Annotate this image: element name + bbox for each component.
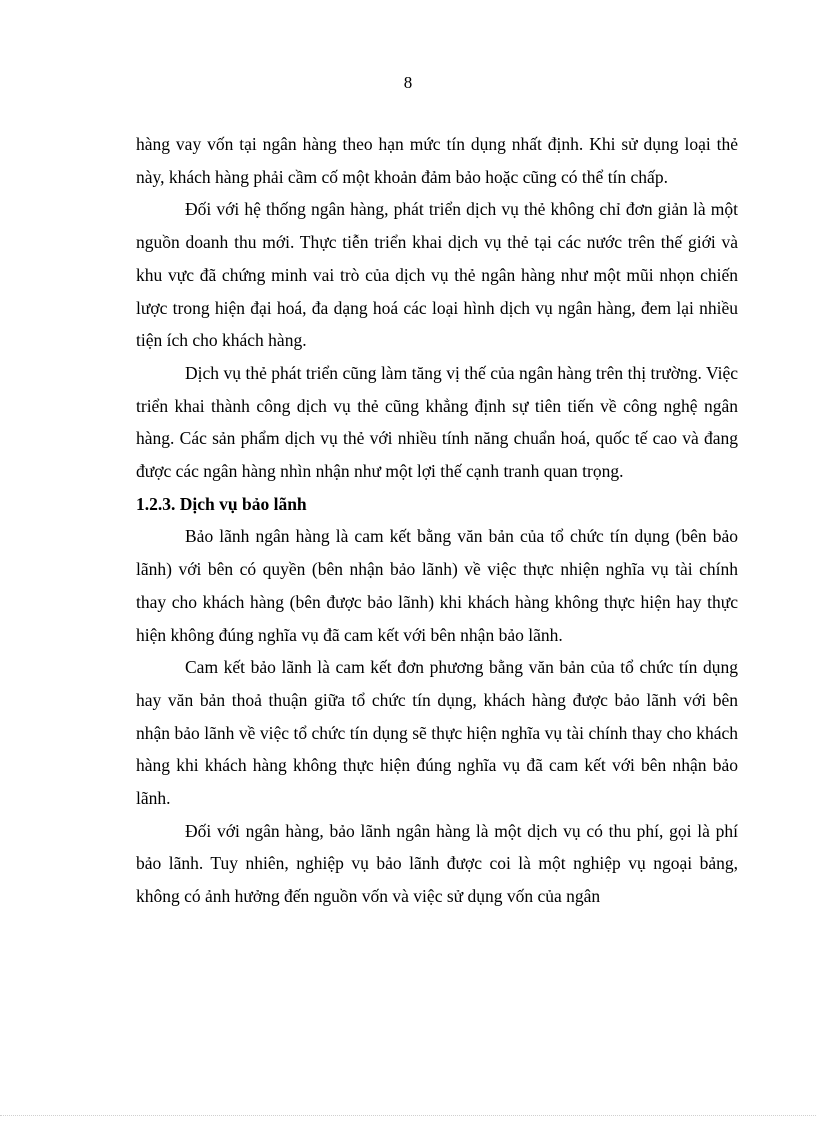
paragraph-1: hàng vay vốn tại ngân hàng theo hạn mức tín dụng nhất định. Khi sử dụng loại thẻ này, khách hàng phải cầm cố một khoản đảm bảo hoặc cũng có thể tín chấp.	[136, 134, 738, 187]
page-bottom-divider	[0, 1115, 816, 1116]
paragraph-5: Cam kết bảo lãnh là cam kết đơn phương bằng văn bản của tổ chức tín dụng hay văn bản thoả thuận giữa tổ chức tín dụng, khách hàng được bảo lãnh với bên nhận bảo lãnh về việc tổ chức tín dụng sẽ thực hiện nghĩa vụ tài chính thay cho khách hàng khi khách hàng không thực hiện đúng nghĩa vụ đã cam kết với bên nhận bảo lãnh.	[136, 657, 738, 809]
page-number: 8	[403, 73, 413, 92]
section-heading: 1.2.3. Dịch vụ bảo lãnh	[136, 493, 307, 514]
document-body	[136, 128, 738, 913]
paragraph-3: Dịch vụ thẻ phát triển cũng làm tăng vị thế của ngân hàng trên thị trường. Việc triển khai thành công dịch vụ thẻ cũng khẳng định sự tiên tiến về công nghệ ngân hàng. Các sản phẩm dịch vụ thẻ với nhiều tính năng chuẩn hoá, quốc tế cao và đang được các ngân hàng nhìn nhận như một lợi thế cạnh tranh quan trọng.	[136, 362, 738, 482]
paragraph-4: Bảo lãnh ngân hàng là cam kết bằng văn bản của tổ chức tín dụng (bên bảo lãnh) với bên có quyền (bên nhận bảo lãnh) về việc thực nhiện nghĩa vụ tài chính thay cho khách hàng (bên được bảo lãnh) khi khách hàng không thực hiện hay thực hiện không đúng nghĩa vụ đã cam kết với bên nhận bảo lãnh.	[136, 526, 738, 645]
paragraph-2: Đối với hệ thống ngân hàng, phát triển dịch vụ thẻ không chỉ đơn giản là một nguồn doanh thu mới. Thực tiễn triển khai dịch vụ thẻ tại các nước trên thế giới và khu vực đã chứng minh vai trò của dịch vụ thẻ ngân hàng như một mũi nhọn chiến lược trong hiện đại hoá, đa dạng hoá các loại hình dịch vụ ngân hàng, đem lại nhiều tiện ích cho khách hàng.	[136, 199, 738, 351]
paragraph-6: Đối với ngân hàng, bảo lãnh ngân hàng là một dịch vụ có thu phí, gọi là phí bảo lãnh. Tuy nhiên, nghiệp vụ bảo lãnh được coi là một nghiệp vụ ngoại bảng, không có ảnh hưởng đến nguồn vốn và việc sử dụng vốn của ngân	[136, 820, 738, 907]
